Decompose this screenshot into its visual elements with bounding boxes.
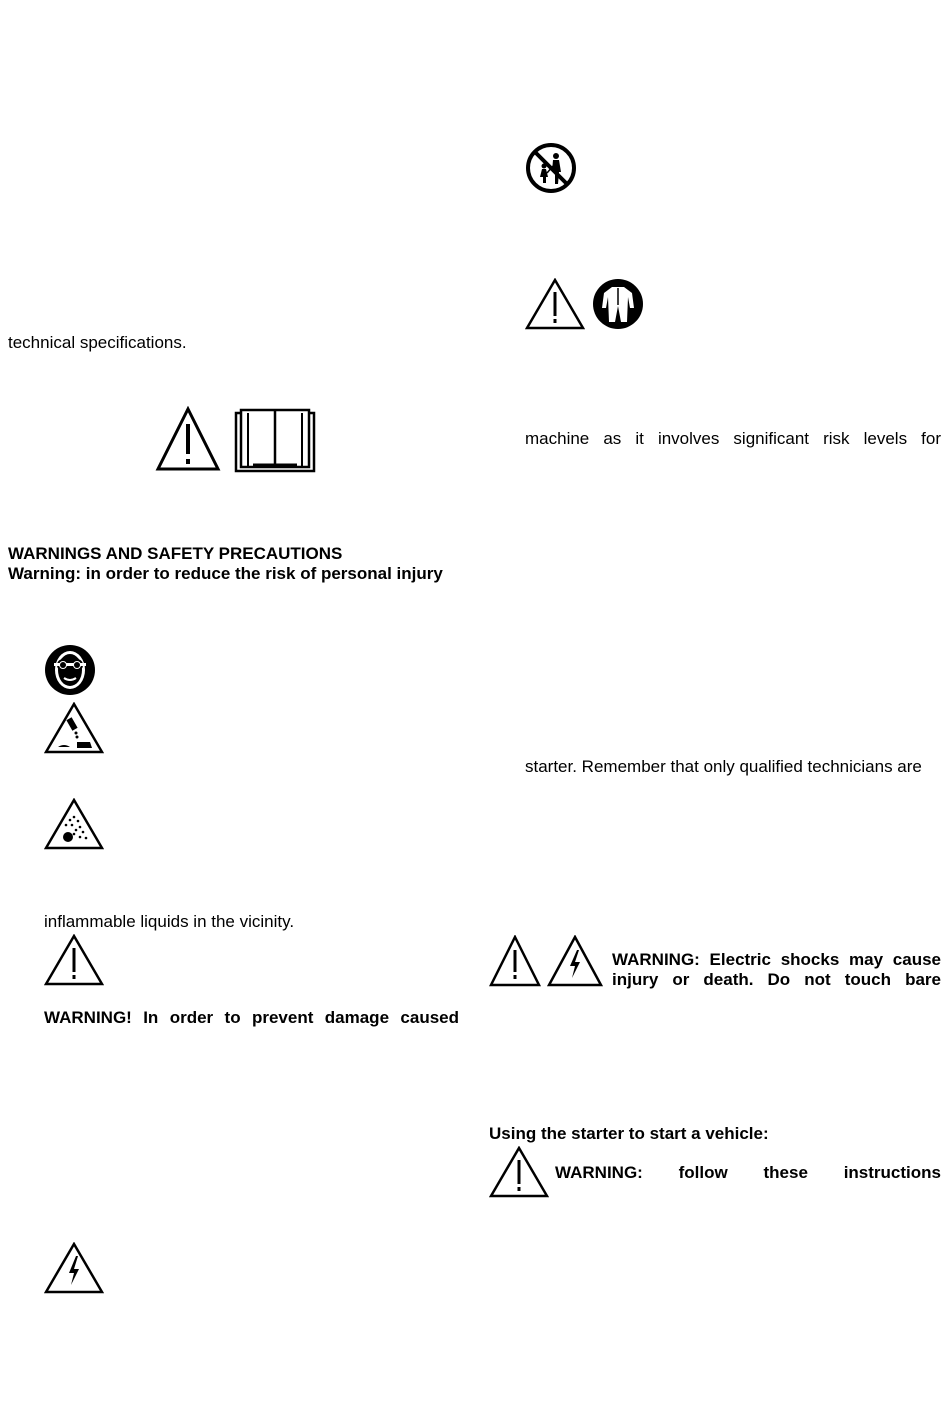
warning-triangle-icon: [155, 406, 221, 472]
warning-triangle-icon: [489, 1146, 549, 1198]
section-subheading: Warning: in order to reduce the risk of personal injury: [8, 564, 443, 583]
warning-triangle-icon: [489, 935, 541, 987]
manual-book-icon: [234, 407, 316, 473]
damage-warning: WARNING! In order to prevent damage caused: [44, 1008, 459, 1027]
electric-hazard-icon: [547, 935, 603, 987]
section-heading: WARNINGS AND SAFETY PRECAUTIONS: [8, 544, 343, 563]
qualified-line: starter. Remember that only qualified technicians are: [525, 757, 922, 776]
vehicle-heading: Using the starter to start a vehicle:: [489, 1124, 769, 1143]
spec-line: technical specifications.: [8, 333, 187, 352]
electric-warning-line-1: WARNING: Electric shocks may cause: [612, 950, 941, 969]
eye-protection-icon: [44, 644, 96, 696]
warning-triangle-icon: [44, 934, 104, 986]
electric-hazard-icon: [44, 1242, 104, 1294]
explosive-icon: [44, 798, 104, 850]
no-children-icon: [525, 142, 577, 194]
electric-warning-line-2: injury or death. Do not touch bare: [612, 970, 941, 989]
follow-warning: WARNING: follow these instructions: [555, 1163, 941, 1182]
flammable-line: inflammable liquids in the vicinity.: [44, 912, 295, 931]
protective-clothing-icon: [592, 278, 644, 330]
warning-triangle-icon: [525, 278, 585, 330]
corrosive-icon: [44, 702, 104, 754]
risk-line: machine as it involves significant risk levels for: [525, 429, 941, 448]
